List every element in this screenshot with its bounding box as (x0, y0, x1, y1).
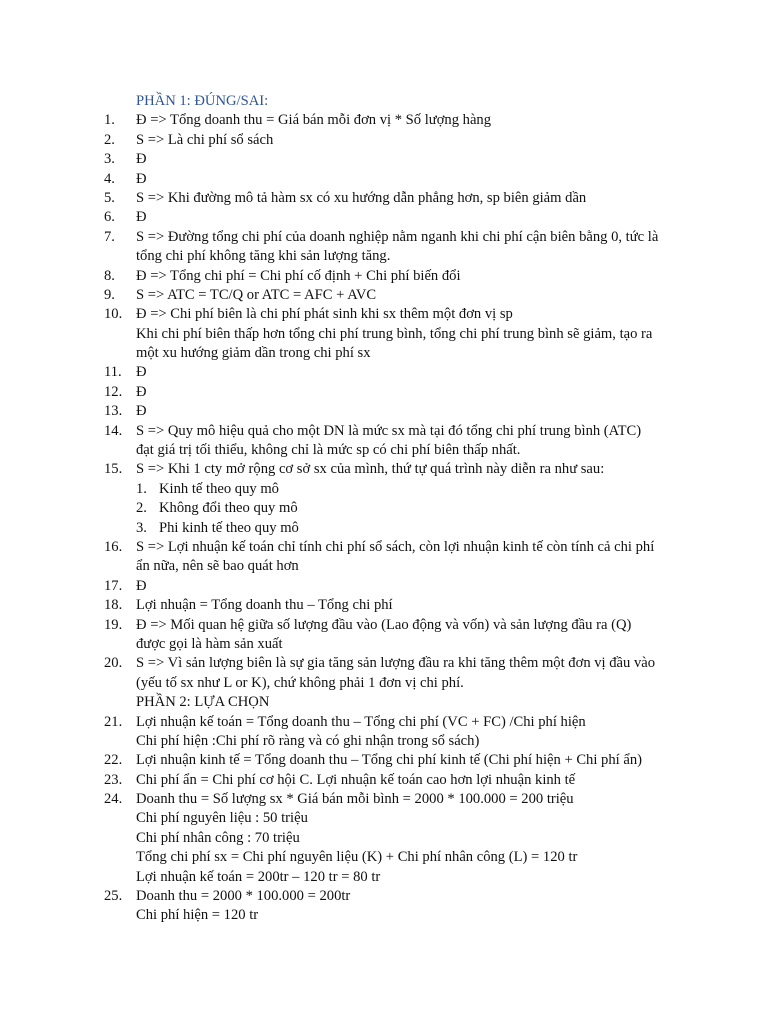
item-text: Chi phí hiện :Chi phí rõ ràng và có ghi nhận trong sổ sách) (136, 732, 480, 749)
item-number: 18. (104, 597, 123, 614)
item-number: 23. (104, 771, 123, 788)
item-text: một xu hướng giảm dần trong chi phí sx (136, 345, 371, 362)
item-text: PHẦN 2: LỰA CHỌN (136, 694, 270, 711)
item-text: Đ (136, 577, 147, 594)
item-text: Đ => Mối quan hệ giữa số lượng đầu vào (Lao động và vốn) và sản lượng đầu ra (Q) (136, 616, 632, 633)
list-line (0, 131, 768, 150)
list-line (0, 460, 768, 479)
list-line (0, 305, 768, 324)
list-line (0, 654, 768, 673)
list-line (0, 150, 768, 169)
item-text: Khi chi phí biên thấp hơn tổng chi phí trung bình, tổng chi phí trung bình sẽ giảm, tạo ra (136, 325, 653, 342)
item-number: 5. (104, 189, 115, 206)
item-text: S => Khi đường mô tả hàm sx có xu hướng dẫn phẳng hơn, sp biên giảm dần (136, 189, 587, 206)
item-number: 9. (104, 286, 115, 303)
list-line (0, 732, 768, 751)
list-line (0, 267, 768, 286)
sub-item-number: 2. (136, 500, 147, 517)
item-text: Doanh thu = 2000 * 100.000 = 200tr (136, 888, 351, 905)
sub-item-number: 3. (136, 519, 147, 536)
item-number: 21. (104, 713, 123, 730)
item-number: 8. (104, 267, 115, 284)
list-line (0, 189, 768, 208)
list-line (0, 674, 768, 693)
section-heading-line (0, 92, 768, 111)
section-1-heading: PHẦN 1: ĐÚNG/SAI: (136, 93, 269, 109)
item-number: 11. (104, 364, 122, 381)
list-line (0, 247, 768, 266)
item-text: Lợi nhuận = Tổng doanh thu – Tổng chi phí (136, 597, 393, 614)
sub-item-text: Không đổi theo quy mô (159, 500, 298, 517)
list-line (0, 538, 768, 557)
list-line (0, 208, 768, 227)
item-text: Đ => Chi phí biên là chi phí phát sinh khi sx thêm một đơn vị sp (136, 306, 513, 323)
item-number: 2. (104, 131, 115, 148)
item-text: được gọi là hàm sản xuất (136, 635, 283, 652)
item-number: 12. (104, 383, 123, 400)
item-number: 16. (104, 538, 123, 555)
list-line (0, 170, 768, 189)
item-text: S => Khi 1 cty mở rộng cơ sở sx của mình, thứ tự quá trình này diễn ra như sau: (136, 461, 605, 478)
item-number: 7. (104, 228, 115, 245)
item-text: Lợi nhuận kinh tế = Tổng doanh thu – Tổng chi phí kinh tế (Chi phí hiện + Chi phí ẩn) (136, 752, 642, 769)
item-text: Đ => Tổng chi phí = Chi phí cố định + Chi phí biến đổi (136, 267, 461, 284)
list-line (0, 751, 768, 770)
item-number: 20. (104, 655, 123, 672)
item-text: S => Lợi nhuận kế toán chỉ tính chi phí sổ sách, còn lợi nhuận kinh tế còn tính cả chi phí (136, 538, 655, 555)
list-line (0, 577, 768, 596)
item-text: S => Quy mô hiệu quả cho một DN là mức sx mà tại đó tổng chi phí trung bình (ATC) (136, 422, 642, 439)
list-line (0, 557, 768, 576)
item-number: 4. (104, 170, 115, 187)
list-line (0, 480, 768, 499)
item-text: Lợi nhuận kế toán = 200tr – 120 tr = 80 tr (136, 868, 381, 885)
list-line (0, 111, 768, 130)
sub-item-text: Kinh tế theo quy mô (159, 480, 279, 497)
item-text: ẩn nữa, nên sẽ bao quát hơn (136, 558, 299, 575)
list-line (0, 635, 768, 654)
item-text: Đ (136, 170, 147, 187)
answer-list (0, 111, 768, 925)
item-number: 24. (104, 791, 123, 808)
item-text: Đ (136, 403, 147, 420)
list-line (0, 422, 768, 441)
item-text: S => ATC = TC/Q or ATC = AFC + AVC (136, 286, 377, 303)
item-text: Đ (136, 383, 147, 400)
list-line (0, 713, 768, 732)
item-text: Chi phí hiện = 120 tr (136, 907, 259, 924)
list-line (0, 344, 768, 363)
sub-item-text: Phi kinh tế theo quy mô (159, 519, 299, 536)
list-line (0, 771, 768, 790)
document-page (0, 92, 768, 926)
item-number: 10. (104, 306, 123, 323)
item-text: Đ (136, 151, 147, 168)
list-line (0, 499, 768, 518)
item-text: Tổng chi phí sx = Chi phí nguyên liệu (K) + Chi phí nhân công (L) = 120 tr (136, 849, 578, 866)
item-number: 25. (104, 888, 123, 905)
item-number: 17. (104, 577, 123, 594)
item-text: Chi phí ẩn = Chi phí cơ hội C. Lợi nhuận kế toán cao hơn lợi nhuận kinh tế (136, 771, 576, 788)
list-line (0, 790, 768, 809)
item-text: (yếu tố sx như L or K), chứ không phải 1 đơn vị chi phí. (136, 674, 464, 691)
item-text: S => Vì sản lượng biên là sự gia tăng sản lượng đầu ra khi tăng thêm một đơn vị đầu vào (136, 655, 656, 672)
list-line (0, 829, 768, 848)
list-line (0, 228, 768, 247)
item-text: Chi phí nhân công : 70 triệu (136, 829, 300, 846)
list-line (0, 616, 768, 635)
list-line (0, 383, 768, 402)
list-line (0, 868, 768, 887)
list-line (0, 848, 768, 867)
item-number: 3. (104, 151, 115, 168)
list-line (0, 402, 768, 421)
item-text: S => Là chi phí sổ sách (136, 131, 274, 148)
list-line (0, 286, 768, 305)
item-text: Đ => Tổng doanh thu = Giá bán mỗi đơn vị * Số lượng hàng (136, 112, 492, 129)
item-text: Đ (136, 209, 147, 226)
list-line (0, 887, 768, 906)
item-number: 1. (104, 112, 115, 129)
item-text: Lợi nhuận kế toán = Tổng doanh thu – Tổng chi phí (VC + FC) /Chi phí hiện (136, 713, 586, 730)
item-text: Chi phí nguyên liệu : 50 triệu (136, 810, 308, 827)
list-line (0, 596, 768, 615)
list-line (0, 441, 768, 460)
item-number: 22. (104, 752, 123, 769)
item-text: Doanh thu = Số lượng sx * Giá bán mỗi bình = 2000 * 100.000 = 200 triệu (136, 791, 574, 808)
item-number: 14. (104, 422, 123, 439)
list-line (0, 519, 768, 538)
item-number: 6. (104, 209, 115, 226)
item-text: tổng chi phí không tăng khi sản lượng tăng. (136, 248, 391, 265)
item-text: Đ (136, 364, 147, 381)
item-number: 15. (104, 461, 123, 478)
sub-item-number: 1. (136, 480, 147, 497)
list-line (0, 693, 768, 712)
list-line (0, 809, 768, 828)
list-line (0, 325, 768, 344)
list-line (0, 906, 768, 925)
item-text: S => Đường tổng chi phí của doanh nghiệp nằm nganh khi chi phí cận biên bằng 0, tức là (136, 228, 659, 245)
list-line (0, 363, 768, 382)
item-number: 19. (104, 616, 123, 633)
item-number: 13. (104, 403, 123, 420)
item-text: đạt giá trị tối thiểu, không chỉ là mức sp có chi phí biên thấp nhất. (136, 442, 521, 459)
